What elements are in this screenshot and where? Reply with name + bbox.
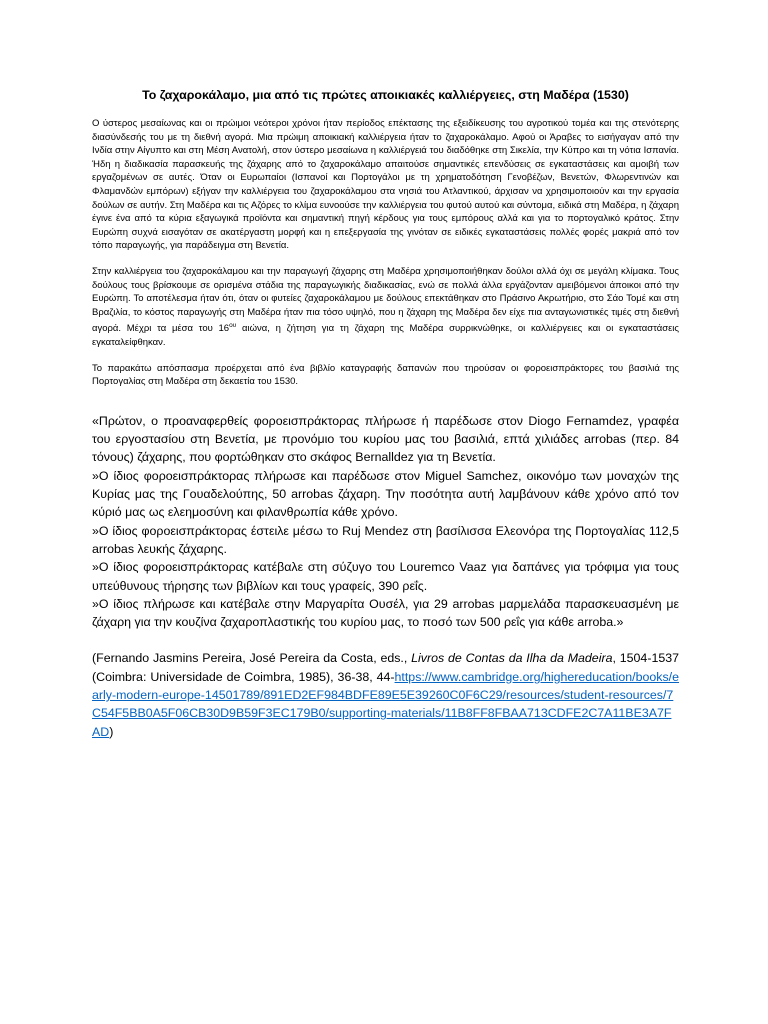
citation-suffix: )	[109, 724, 114, 739]
document-page	[92, 88, 679, 741]
source-intro-paragraph: Το παρακάτω απόσπασμα προέρχεται από ένα βιβλίο καταγραφής δαπανών που τηρούσαν οι φοροεισπράκτορες του βασιλιά της Πορτογαλίας στη Μαδέρα στη δεκαετία του 1530.	[92, 362, 679, 388]
source-quote	[92, 412, 679, 632]
quote-entry-4: »Ο ίδιος φοροεισπράκτορας κατέβαλε στη σύζυγο του Louremco Vaaz για δαπάνες για τρόφιμα για τους υπεύθυνους τήρησης των βιβλίων και τους γραφείς, 390 ρεΐς.	[92, 560, 679, 593]
citation-prefix: (Fernando Jasmins Pereira, José Pereira da Costa, eds.,	[92, 651, 412, 666]
slavery-paragraph	[92, 265, 679, 350]
quote-entry-2: »Ο ίδιος φοροεισπράκτορας πλήρωσε και παρέδωσε στον Miguel Samchez, οικονόμο των μοναχών της Κυρίας μας της Γουαδελούπης, 50 arrobas ζάχαρη. Την ποσότητα αυτή λαμβάνουν κάθε χρόνο από τον κύριό μας ως ελεημοσύνη και φιλανθρωπία κάθε χρόνο.	[92, 468, 679, 520]
century-superscript: ου	[229, 322, 237, 330]
slavery-paragraph-text-a: Στην καλλιέργεια του ζαχαροκάλαμου και την παραγωγή ζάχαρης στη Μαδέρα χρησιμοποιήθηκαν δούλοι αλλά όχι σε μεγάλη κλίμακα. Τους δούλους τους βρίσκουμε σε ορισμένα στάδια της παραγωγικής διαδικασίας, ενώ σε πολλά άλλα εργάζονταν αμειβόμενοι άποικοι από την Ευρώπη. Το αποτέλεσμα ήταν ότι, όταν οι φυτείες ζαχαροκάλαμου με δούλους επεκτάθηκαν στο Πράσινο Ακρωτήριο, στο Σάο Τομέ και στη Βραζιλία, το κόστος παραγωγής στη Μαδέρα ήταν πια τόσο υψηλό, που η ζάχαρη της Μαδέρα δεν είχε πια ανταγωνιστικές τιμές στη διεθνή αγορά. Μέχρι τα μέσα του 16	[92, 265, 679, 335]
intro-paragraph: Ο ύστερος μεσαίωνας και οι πρώιμοι νεότεροι χρόνοι ήταν περίοδος επέκτασης της εξειδίκευσης του αγροτικού τομέα και της στενότερης διασύνδεσής του με τη διεθνή αγορά. Μια πρώιμη αποικιακή καλλιέργεια ήταν το ζαχαροκάλαμο. Αφού οι Άραβες το εισήγαγαν από την Ινδία στην Αίγυπτο και στη Μέση Ανατολή, στον ύστερο μεσαίωνα η καλλιέργειά του διαδόθηκε στη Σικελία, την Κύπρο και τη νότια Ισπανία. Ήδη η διαδικασία παρασκευής της ζάχαρης από το ζαχαροκάλαμο απαιτούσε σημαντικές επενδύσεις σε εγκαταστάσεις και αμοιβή των εργαζομένων σε αυτές. Όταν οι Ευρωπαίοι (Ισπανοί και Πορτογάλοι με τη χρηματοδότηση Γενοβέζων, Βενετών, Φλωρεντινών και Φλαμανδών εμπόρων) εξήγαν την καλλιέργεια του ζαχαροκάλαμου στα νησιά του Ατλαντικού, άρχισαν να χρησιμοποιούν και την εργασία δούλων σε αυτήν. Στη Μαδέρα και τις Αζόρες το κλίμα ευνοούσε την καλλιέργεια του φυτού αυτού και σύντομα, ειδικά στη Μαδέρα, η ζάχαρη έγινε ένα από τα κύρια εξαγωγικά προϊόντα και σημαντική πηγή κέρδους για τους εμπόρους αλλά και για το πορτογαλικό κράτος. Στην Ευρώπη συχνά εισαγόταν σε ακατέργαστη μορφή και η επεξεργασία της γινόταν σε ειδικές εγκαταστάσεις πολλές φορές μακριά από τον τόπο παραγωγής, για παράδειγμα στη Βενετία.	[92, 118, 679, 252]
citation-book-title: Livros de Contas da Ilha da Madeira	[411, 651, 613, 666]
document-title: Το ζαχαροκάλαμο, μια από τις πρώτες αποικιακές καλλιέργειες, στη Μαδέρα (1530)	[142, 88, 629, 102]
quote-entry-5: »Ο ίδιος πλήρωσε και κατέβαλε στην Μαργαρίτα Ουσέλ, για 29 arrobas μαρμελάδα παρασκευασμένη με ζάχαρη για την κουζίνα ζαχαροπλαστικής του κυρίου μας, το ποσό των 500 ρεΐς για κάθε arroba.»	[92, 596, 679, 630]
citation-middle: , 1504-1537 (Coimbra: Universidade de Coimbra, 1985), 36-38, 44-	[92, 651, 680, 684]
quote-entry-1: «Πρώτον, ο προαναφερθείς φοροεισπράκτορας πλήρωσε ή παρέδωσε στον Diogo Fernamdez, γραφέα του εργοστασίου στη Βενετία, με προνόμιο του κυρίου μας του βασιλιά, επτά χιλιάδες arrobas (περ. 84 τόνους) ζάχαρης, που φορτώθηκαν στο σκάφος Bernalldez για τη Βενετία.	[92, 413, 679, 465]
citation-link[interactable]: https://www.cambridge.org/highereducation/books/early-modern-europe-14501789/891ED2EF984BDFE89E5E39260C0F6C29/resources/student-resources/7C54F5BB0A5F06CB30D9B59F3EC179B0/supporting-materials/11B8FF8FBAA713CDFE2C7A11BE3A7FAD	[92, 669, 679, 739]
quote-entry-3: »Ο ίδιος φοροεισπράκτορας έστειλε μέσω το Ruj Mendez στη βασίλισσα Ελεονόρα της Πορτογαλίας 112,5 arrobas λευκής ζάχαρης.	[92, 523, 679, 556]
citation	[92, 649, 679, 740]
slavery-paragraph-text-b: αιώνα, η ζήτηση για τη ζάχαρη της Μαδέρα συρρικνώθηκε, οι καλλιέργειες και οι εγκαταστάσεις εγκαταλείφθηκαν.	[92, 323, 679, 349]
